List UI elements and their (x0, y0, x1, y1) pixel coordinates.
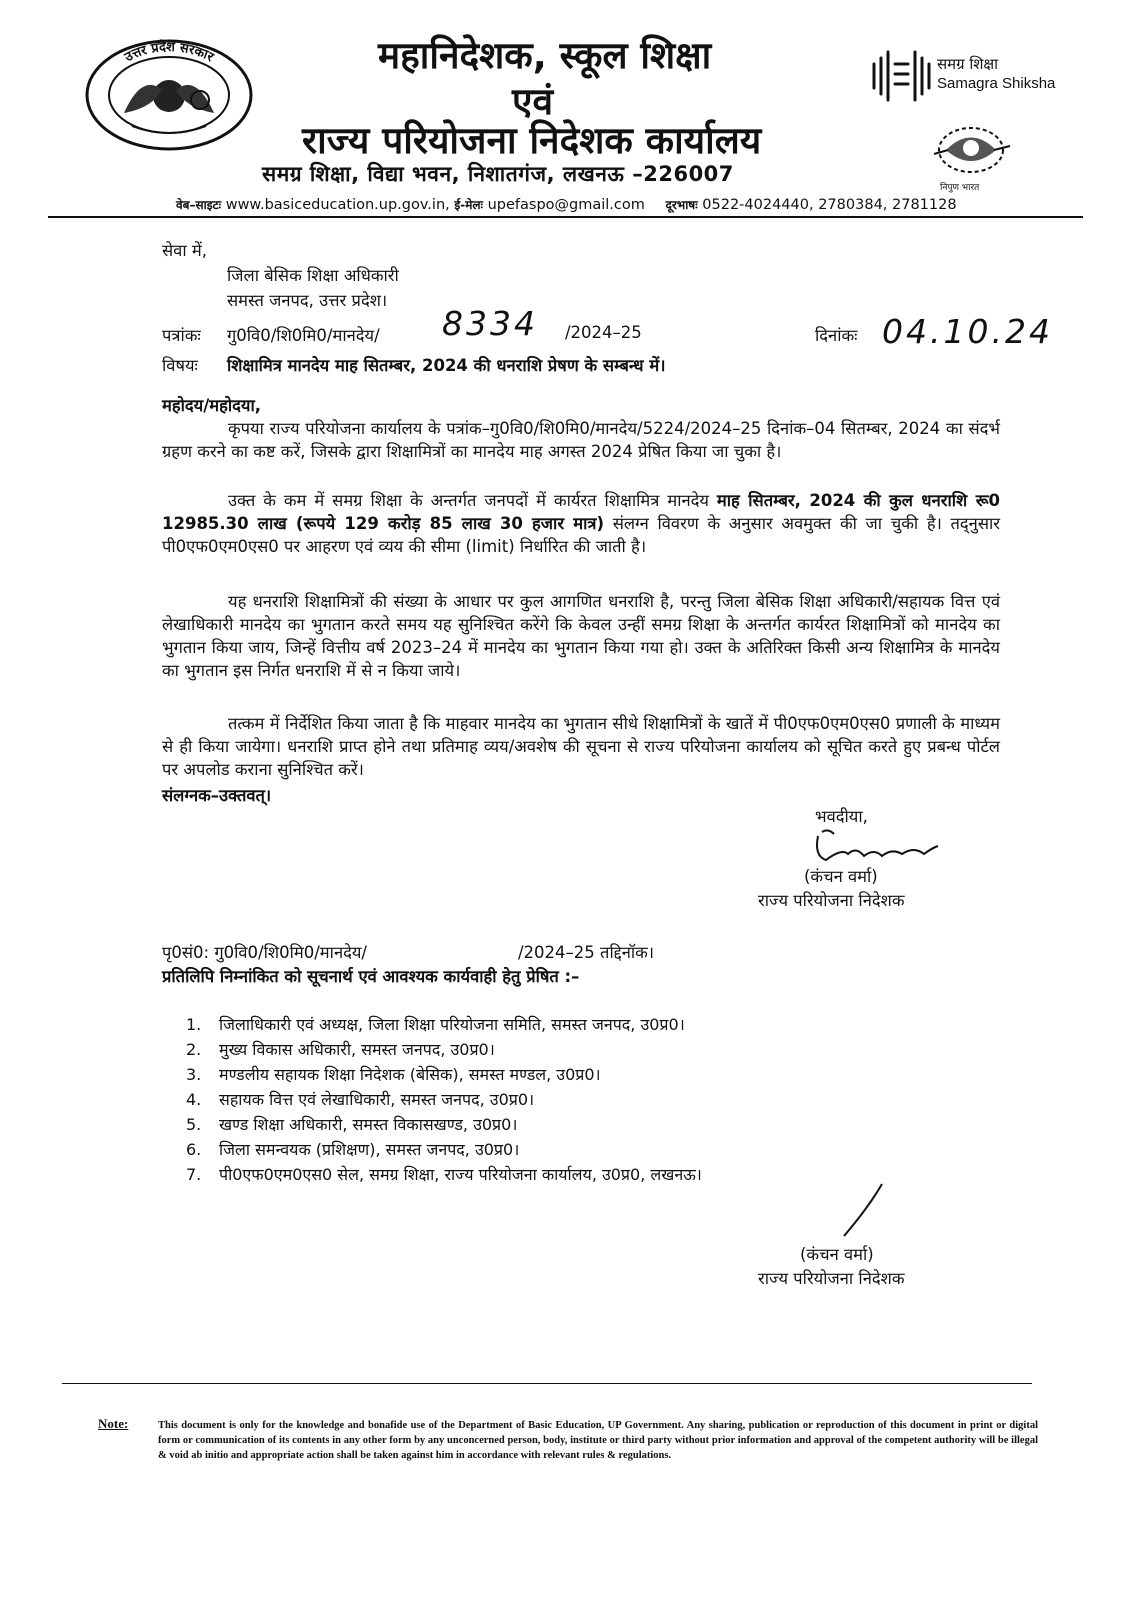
date-label: दिनांकः (815, 326, 858, 345)
to-label: सेवा में, (162, 241, 207, 260)
header-divider (48, 216, 1083, 218)
list-item: 4. सहायक वित्त एवं लेखाधिकारी, समस्त जनपद, उ0प्र0। (186, 1090, 535, 1109)
subject-label: विषयः (162, 356, 198, 375)
signer-name-2: (कंचन वर्मा) (800, 1245, 874, 1264)
seal-text: उत्तर प्रदेश सरकार (122, 39, 216, 66)
list-item: 1. जिलाधिकारी एवं अध्यक्ष, जिला शिक्षा परियोजना समिति, समस्त जनपद, उ0प्र0। (186, 1015, 685, 1034)
paragraph-2-part-a: उक्त के कम में समग्र शिक्षा के अन्तर्गत जनपदों में कार्यरत शिक्षामित्र मानदेय (228, 491, 709, 510)
contact-line (176, 196, 957, 213)
list-item: 7. पी0एफ0एम0एस0 सेल, समग्र शिक्षा, राज्य परियोजना कार्यालय, उ0प्र0, लखनऊ। (186, 1165, 702, 1184)
paragraph-2-amount: माह सितम्बर, 2024 की कुल धनराशि रू0 12985.30 लाख (रूपये 129 करोड़ 85 लाख 30 हजार मात्र) (162, 491, 1000, 533)
phone-numbers: 0522-4024440, 2780384, 2781128 (702, 197, 957, 213)
note-text: This document is only for the knowledge and bonafide use of the Department of Basic Education, UP Government. Any sharing, publication or reproduction of this document in print or digital form or communication of its contents in any other form by any unconcerned person, body, institute or third party without prior information and approval of the competent authority will be illegal & void ab initio and appropriate action shall be taken against him in accordance with relevant rules & regulations. (158, 1420, 1038, 1461)
enclosure-note: संलग्नक–उक्तवत्। (162, 786, 272, 805)
samagra-hindi-label: समग्र शिक्षा (937, 55, 999, 73)
subject-text: शिक्षामित्र मानदेय माह सितम्बर, 2024 की धनराशि प्रेषण के सम्बन्ध में। (227, 356, 666, 375)
header-address: समग्र शिक्षा, विद्या भवन, निशातगंज, लखनऊ –226007 (262, 162, 734, 186)
list-item: 6. जिला समन्वयक (प्रशिक्षण), समस्त जनपद, उ0प्र0। (186, 1140, 520, 1159)
to-line1: जिला बेसिक शिक्षा अधिकारी (227, 266, 399, 285)
samagra-shiksha-logo (868, 44, 938, 104)
signer-title-2: राज्य परियोजना निदेशक (758, 1269, 905, 1288)
reference-suffix: /2024–25 (565, 323, 642, 342)
paragraph-2 (162, 489, 1000, 558)
nipun-bharat-label: निपुण भारत (940, 183, 980, 193)
list-item: 3. मण्डलीय सहायक शिक्षा निदेशक (बेसिक), समस्त मण्डल, उ0प्र0। (186, 1065, 601, 1084)
paragraph-1: कृपया राज्य परियोजना कार्यालय के पत्रांक–गु0वि0/शि0मि0/मानदेय/5224/2024–25 दिनांक–04 सितम्बर, 2024 का संदर्भ ग्रहण करने का कष्ट करें, जिसके द्वारा शिक्षामित्रों का मानदेय माह अगस्त 2024 प्रेषित किया जा चुका है। (162, 419, 1000, 461)
phone-label: दूरभाषः (665, 198, 698, 212)
up-government-seal (82, 38, 257, 153)
note-label: Note: (98, 1416, 129, 1431)
salutation: महोदय/महोदया, (162, 396, 262, 415)
reference-label: पत्रांकः (162, 326, 201, 345)
paragraph-4: तत्कम में निर्देशित किया जाता है कि माहवार मानदेय का भुगतान सीधे शिक्षामित्रों के खातें में पी0एफ0एम0एस0 प्रणाली के माध्यम से ही किया जायेगा। धनराशि प्राप्त होने तथा प्रतिमाह व्यय/अवशेष की सूचना से राज्य परियोजना कार्यालय को सूचित करते हुए प्रबन्ध पोर्टल पर अपलोड कराना सुनिश्चित करें। (162, 714, 1000, 779)
nipun-bharat-logo (926, 120, 1016, 180)
list-item: 2. मुख्य विकास अधिकारी, समस्त जनपद, उ0प्र0। (186, 1040, 495, 1059)
closing: भवदीया, (815, 807, 868, 826)
copy-reference-prefix: पृ0सं0: गु0वि0/शि0मि0/मानदेय/ (162, 943, 367, 962)
paragraph-2-part-c: संलग्न विवरण के अनुसार अवमुक्त की जा चुकी है। तद्नुसार पी0एफ0एम0एस0 पर आहरण एवं व्यय की सीमा (limit) निर्धारित की जाती है। (162, 514, 1000, 556)
reference-number-handwritten: 8334 (442, 304, 538, 343)
paragraph-3: यह धनराशि शिक्षामित्रों की संख्या के आधार पर कुल आगणित धनराशि है, परन्तु जिला बेसिक शिक्षा अधिकारी/सहायक वित्त एवं लेखाधिकारी मानदेय का भुगतान करते समय यह सुनिश्चित करेंगे कि केवल उन्हीं समग्र शिक्षा के अन्तर्गत कार्यरत शिक्षामित्रों को मानदेय का भुगतान किया जाय, जिन्हें वित्तीय वर्ष 2023–24 में मानदेय का भुगतान किया गया हो। उक्त के अतिरिक्त किसी अन्य शिक्षामित्र के मानदेय का भुगतान इस निर्गत धनराशि में से न किया जाये। (162, 592, 1000, 680)
email-label: ई-मेलः (454, 198, 483, 212)
footer-divider (62, 1383, 1032, 1384)
copy-reference-suffix: /2024–25 तद्दिनॉक। (518, 943, 655, 962)
header-title-line2: एवं (512, 80, 554, 123)
copy-recipient-list (186, 1013, 702, 1188)
header-title-line1: महानिदेशक, स्कूल शिक्षा (378, 34, 712, 77)
header-title-line3: राज्य परियोजना निदेशक कार्यालय (302, 119, 762, 162)
website-link[interactable]: www.basiceducation.up.gov.in, (225, 197, 450, 213)
signer-title-1: राज्य परियोजना निदेशक (758, 891, 905, 910)
to-line2: समस्त जनपद, उत्तर प्रदेश। (227, 291, 388, 310)
date-handwritten: 04.10.24 (882, 312, 1053, 351)
website-label: वेब–साइटः (176, 198, 222, 212)
list-item: 5. खण्ड शिक्षा अधिकारी, समस्त विकासखण्ड, उ0प्र0। (186, 1115, 518, 1134)
email-link[interactable]: upefaspo@gmail.com (487, 197, 645, 213)
signature-1 (812, 826, 942, 866)
samagra-english-label: Samagra Shiksha (937, 75, 1056, 92)
signature-2 (838, 1180, 888, 1240)
signer-name-1: (कंचन वर्मा) (804, 867, 878, 886)
svg-text:उत्तर प्रदेश सरकार (121, 39, 216, 66)
reference-prefix: गु0वि0/शि0मि0/मानदेय/ (227, 326, 380, 345)
copy-heading: प्रतिलिपि निम्नांकित को सूचनार्थ एवं आवश्यक कार्यवाही हेतु प्रेषित :– (162, 967, 580, 986)
